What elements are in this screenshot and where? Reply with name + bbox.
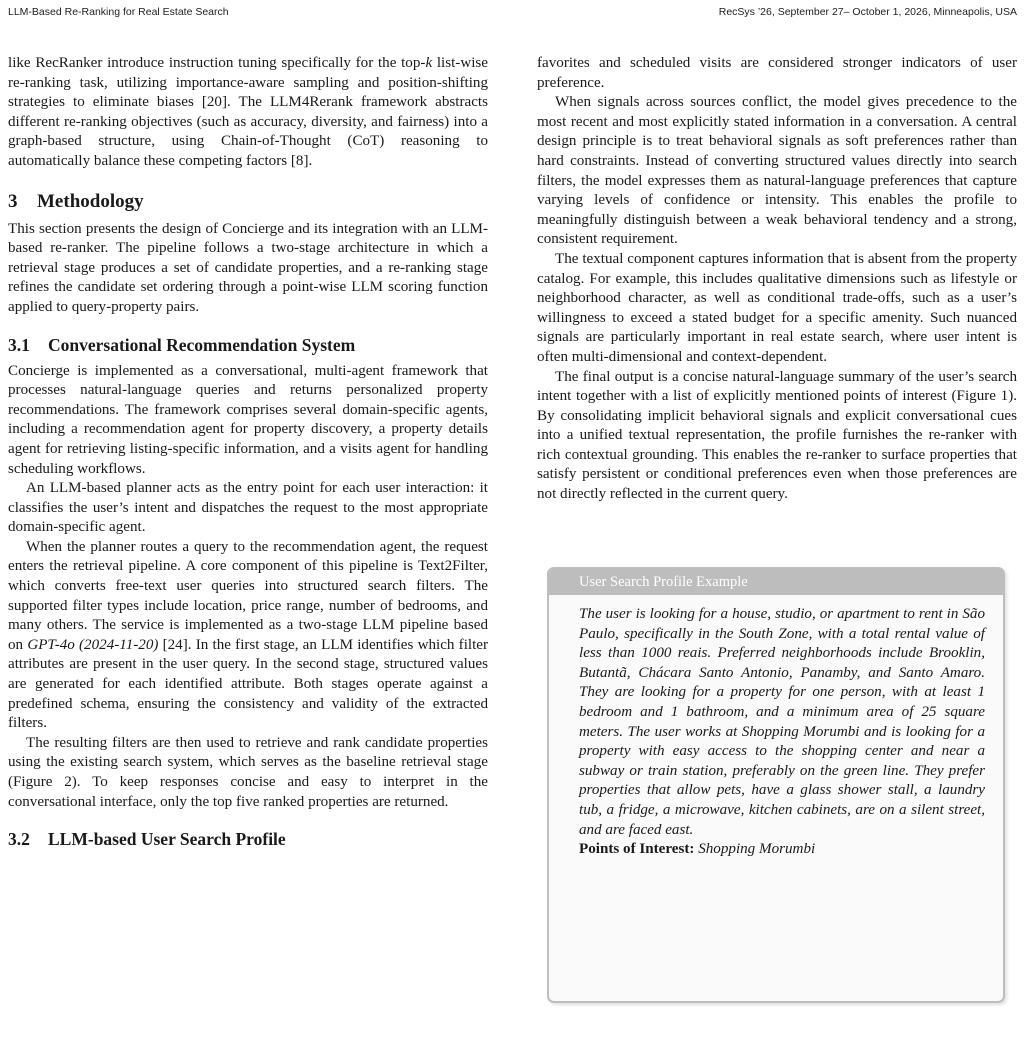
subsection-title: Conversational Recommendation System <box>48 334 356 355</box>
paragraph-textual-component: The textual component captures information that is absent from the property catalog. For example, this includes qualitative dimensions such as lifestyle or neighborhood character, as well as conditional trade-offs, such as a user’s willingness to exceed a stated budget for a specific amenity. Such nuanced signals are particularly important in real estate search, where user intent is often multi-dimensional and context-dependent. <box>537 250 1017 365</box>
paragraph-concierge: Concierge is implemented as a conversational, multi-agent framework that processes natural-language queries and returns personalized property recommendations. The framework comprises several domain-specific agents, including a recommendation agent for property discovery, a property details agent for retrieving listing-specific information, and a visits agent for handling scheduling workflows. <box>8 362 488 477</box>
text-run: [24]. In the first stage, an LLM identifies which filter attributes are present in the user query. In the second stage, structured values are generated for each identified attribute. Both stages operate against a predefined schema, ensuring the consistency and validity of the extracted filters. <box>8 636 489 732</box>
right-column <box>537 54 1017 505</box>
paragraph-signals-continued: favorites and scheduled visits are considered stronger indicators of user preference. <box>537 55 1017 91</box>
header-venue: RecSys ’26, September 27– October 1, 2026, Minneapolis, USA <box>718 6 1017 18</box>
text-run: When the planner routes a query to the recommendation agent, the request enters the retrieval pipeline. A core component of this pipeline is Text2Filter, which converts free-text user queries into structured search filters. The supported filter types include location, price range, number of bedrooms, and many others. The service is implemented as a two-stage LLM pipeline based on <box>8 538 488 653</box>
section-title: Methodology <box>37 190 144 212</box>
profile-summary: The user is looking for a house, studio, or apartment to rent in São Paulo, specifically in the South Zone, with a total rental value of less than 1000 reais. Preferred neighborhoods include Brooklin, Butantã, Chácara Santo Antonio, Panamby, and Santo Amaro. They are looking for a property for one person, with at least 1 bedroom and 1 bathroom, and a minimum area of 25 square meters. The user works at Shopping Morumbi and is looking for a property with easy access to the shopping center and near a subway or train station, preferably on the green line. They prefer properties that allow pets, have a glass shower stall, a laundry tub, a fridge, a microwave, kitchen cabinets, are on a silent street, and are faced east. <box>579 606 985 838</box>
user-search-profile-figure <box>547 567 1005 1003</box>
paragraph-retrieval: The resulting filters are then used to retrieve and rank candidate properties using the existing search system, which serves as the baseline retrieval stage (Figure 2). To keep responses concise and easy to interpret in the conversational interface, only the top five ranked properties are returned. <box>8 734 488 810</box>
paragraph-related-work-continued <box>8 54 488 172</box>
subsection-number: 3.1 <box>8 334 30 355</box>
paragraph-methodology-intro: This section presents the design of Concierge and its integration with an LLM-based re-ranker. The pipeline follows a two-stage architecture in which a retrieval stage produces a set of candidate properties, and a re-ranking stage refines the candidate set ordering through a point-wise LLM scoring function applied to query-property pairs. <box>8 220 488 315</box>
text-run: like RecRanker introduce instruction tuning specifically for the top- <box>8 55 426 71</box>
subsection-heading-user-profile <box>8 828 488 850</box>
left-column <box>8 54 488 856</box>
paragraph-final-output: The final output is a concise natural-language summary of the user’s search intent together with a list of explicitly mentioned points of interest (Figure 1). By consolidating implicit behavioral signals and explicit conversational cues into a unified textual representation, the profile furnishes the re-ranker with rich contextual grounding. This enables the re-ranker to surface properties that satisfy persistent or conditional preferences even when those preferences are not directly reflected in the current query. <box>537 368 1017 503</box>
math-k: k <box>425 55 433 71</box>
figure-box-title: User Search Profile Example <box>549 569 1003 595</box>
section-heading-methodology <box>8 190 488 214</box>
figure-box-body <box>549 595 1003 860</box>
subsection-title: LLM-based User Search Profile <box>48 829 286 850</box>
poi-value: Shopping Morumbi <box>698 841 816 858</box>
paragraph-text2filter <box>8 538 488 734</box>
points-of-interest <box>579 840 985 860</box>
subsection-number: 3.2 <box>8 829 30 850</box>
running-header <box>8 6 1017 22</box>
header-paper-title: LLM-Based Re-Ranking for Real Estate Search <box>8 6 229 18</box>
poi-label: Points of Interest: <box>579 841 695 858</box>
section-number: 3 <box>8 190 18 212</box>
text-run: list-wise re-ranking task, utilizing importance-aware sampling and position-shifting strategies to eliminate biases [20]. The LLM4Rerank framework abstracts different re-ranking objectives (such as accuracy, diversity, and fairness) into a graph-based structure, using Chain-of-Thought (CoT) reasoning to automatically balance these competing factors [8]. <box>8 55 488 169</box>
paragraph-planner: An LLM-based planner acts as the entry point for each user interaction: it classifies the user’s intent and dispatches the request to the most appropriate domain-specific agent. <box>8 480 488 536</box>
paragraph-conflict: When signals across sources conflict, the model gives precedence to the most recent and most explicitly stated information in a conversation. A central design principle is to treat behavioral signals as soft preferences rather than hard constraints. Instead of converting structured values directly into search filters, the model expresses them as natural-language preferences that capture varying levels of confidence or intensity. This enables the profile to meaningfully distinguish between a weak behavioral tendency and a strong, consistent requirement. <box>537 94 1017 248</box>
subsection-heading-crs <box>8 334 488 356</box>
model-name: GPT-4o (2024-11-20) <box>27 636 159 653</box>
